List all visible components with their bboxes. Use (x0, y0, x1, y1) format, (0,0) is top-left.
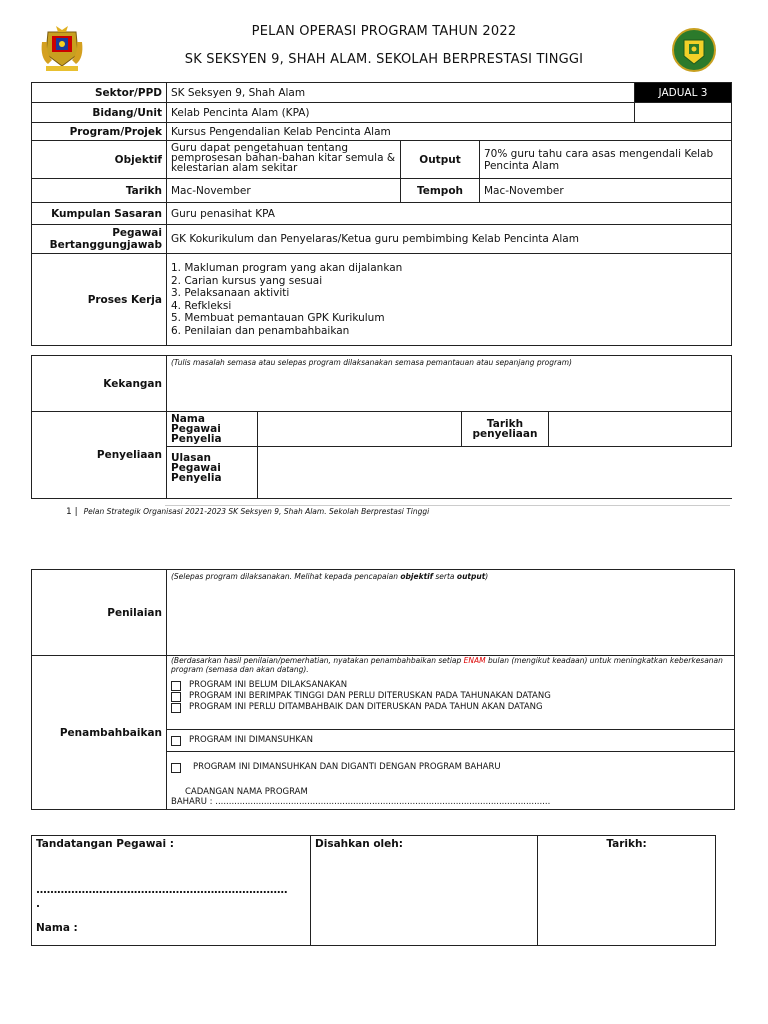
penilaian-cell (167, 570, 735, 656)
ulasan-field[interactable] (258, 447, 732, 499)
empty-cell (635, 103, 732, 123)
tarikh-cell (538, 836, 716, 946)
option-berimpak[interactable]: PROGRAM INI BERIMPAK TINGGI DAN PERLU DITERUSKAN PADA TAHUNAKAN DATANG (171, 691, 730, 702)
footer-divider (165, 505, 730, 506)
proses-steps (167, 254, 732, 346)
nama-pegawai-field[interactable] (258, 412, 462, 447)
supervision-table (31, 355, 732, 499)
tandatangan-cell (32, 836, 311, 946)
tarikh-label: Tarikh (32, 179, 167, 203)
option-diganti[interactable]: PROGRAM INI DIMANSUHKAN DAN DIGANTI DENGAN PROGRAM BAHARU (171, 762, 730, 773)
diganti-cell (167, 752, 735, 810)
cadangan-line2: BAHARU : ............................................................................................................................ (171, 797, 551, 807)
tandatangan-label: Tandatangan Pegawai : (36, 838, 174, 850)
nama-pegawai-label: Nama Pegawai Penyelia (167, 412, 258, 447)
ulasan-label: Ulasan Pegawai Penyelia (167, 447, 258, 499)
checkbox[interactable] (171, 703, 181, 713)
tarikh-penyeliaan-field[interactable] (549, 412, 732, 447)
option-ditambahbaik[interactable]: PROGRAM INI PERLU DITAMBAHBAIK DAN DITERUSKAN PADA TAHUN AKAN DATANG (171, 702, 730, 713)
tarikh-value: Mac-November (167, 179, 401, 203)
disahkan-cell (311, 836, 538, 946)
output-label: Output (401, 141, 480, 179)
proses-step: 4. Refkleksi (171, 299, 232, 312)
penambahbaikan-cell (167, 656, 735, 730)
checkbox[interactable] (171, 736, 181, 746)
objektif-label: Objektif (32, 141, 167, 179)
signature-table (31, 835, 716, 946)
option-dimansuhkan[interactable]: PROGRAM INI DIMANSUHKAN (171, 735, 730, 746)
footer-text: Pelan Strategik Organisasi 2021-2023 SK Seksyen 9, Shah Alam. Sekolah Berprestasi Tinggi (83, 507, 430, 516)
signature-line[interactable]: ........................................................................ (36, 884, 288, 896)
sasaran-label: Kumpulan Sasaran (32, 203, 167, 225)
proses-label: Proses Kerja (32, 254, 167, 346)
pegawai-value: GK Kokurikulum dan Penyelaras/Ketua guru pembimbing Kelab Pencinta Alam (167, 225, 732, 254)
program-label: Program/Projek (32, 123, 167, 141)
tempoh-value: Mac-November (480, 179, 732, 203)
sasaran-value: Guru penasihat KPA (167, 203, 732, 225)
program-info-table (31, 82, 732, 346)
program-value: Kursus Pengendalian Kelab Pencinta Alam (167, 123, 732, 141)
pegawai-label: Pegawai Bertanggungjawab (32, 225, 167, 254)
proses-step: 6. Penilaian dan penambahbaikan (171, 324, 350, 337)
proses-step: 2. Carian kursus yang sesuai (171, 274, 323, 287)
penilaian-label: Penilaian (32, 570, 167, 656)
kekangan-note: (Tulis masalah semasa atau selepas program dilaksanakan semasa pemantauan atau sepanjang program) (171, 358, 572, 367)
tarikh-sign-label: Tarikh: (606, 838, 647, 850)
tarikh-penyeliaan-label: Tarikh penyeliaan (462, 412, 549, 447)
page-footer (66, 507, 429, 517)
penambahbaikan-note: (Berdasarkan hasil penilaian/pemerhatian, nyatakan penambahbaikan setiap ENAM bulan (mengikut keadaan) untuk meningkatkan keberkesanan program (semasa dan akan datang). (171, 656, 723, 674)
evaluation-table (31, 569, 735, 810)
bidang-label: Bidang/Unit (32, 103, 167, 123)
school-subtitle: SK SEKSYEN 9, SHAH ALAM. SEKOLAH BERPRESTASI TINGGI (184, 52, 584, 67)
option-belum[interactable]: PROGRAM INI BELUM DILAKSANAKAN (171, 680, 730, 691)
penyeliaan-label: Penyeliaan (32, 412, 167, 499)
proses-step: 5. Membuat pemantauan GPK Kurikulum (171, 312, 385, 324)
kekangan-label: Kekangan (32, 356, 167, 412)
tempoh-label: Tempoh (401, 179, 480, 203)
dimansuhkan-cell (167, 730, 735, 752)
checkbox[interactable] (171, 763, 181, 773)
page-title: PELAN OPERASI PROGRAM TAHUN 2022 (251, 24, 517, 39)
penambahbaikan-label: Penambahbaikan (32, 656, 167, 810)
signature-line-end: . (36, 898, 40, 910)
cadangan-line1: CADANGAN NAMA PROGRAM (185, 787, 308, 797)
proses-step: 3. Pelaksanaan aktiviti (171, 287, 290, 299)
disahkan-label: Disahkan oleh: (315, 838, 403, 850)
page-number: 1 | (66, 507, 78, 517)
penilaian-note: (Selepas program dilaksanakan. Melihat kepada pencapaian objektif serta output) (171, 572, 489, 581)
sektor-label: Sektor/PPD (32, 83, 167, 103)
objektif-value: Guru dapat pengetahuan tentang pemprosesan bahan-bahan kitar semula & kelestarian alam sekitar (167, 141, 401, 179)
jadual-badge: JADUAL 3 (635, 83, 732, 103)
bidang-value: Kelab Pencinta Alam (KPA) (167, 103, 635, 123)
kekangan-cell (167, 356, 732, 412)
proses-step: 1. Makluman program yang akan dijalankan (171, 262, 403, 274)
checkbox[interactable] (171, 681, 181, 691)
nama-label: Nama : (36, 922, 78, 934)
checkbox[interactable] (171, 692, 181, 702)
sektor-value: SK Seksyen 9, Shah Alam (167, 83, 635, 103)
output-value: 70% guru tahu cara asas mengendali Kelab Pencinta Alam (480, 141, 732, 179)
